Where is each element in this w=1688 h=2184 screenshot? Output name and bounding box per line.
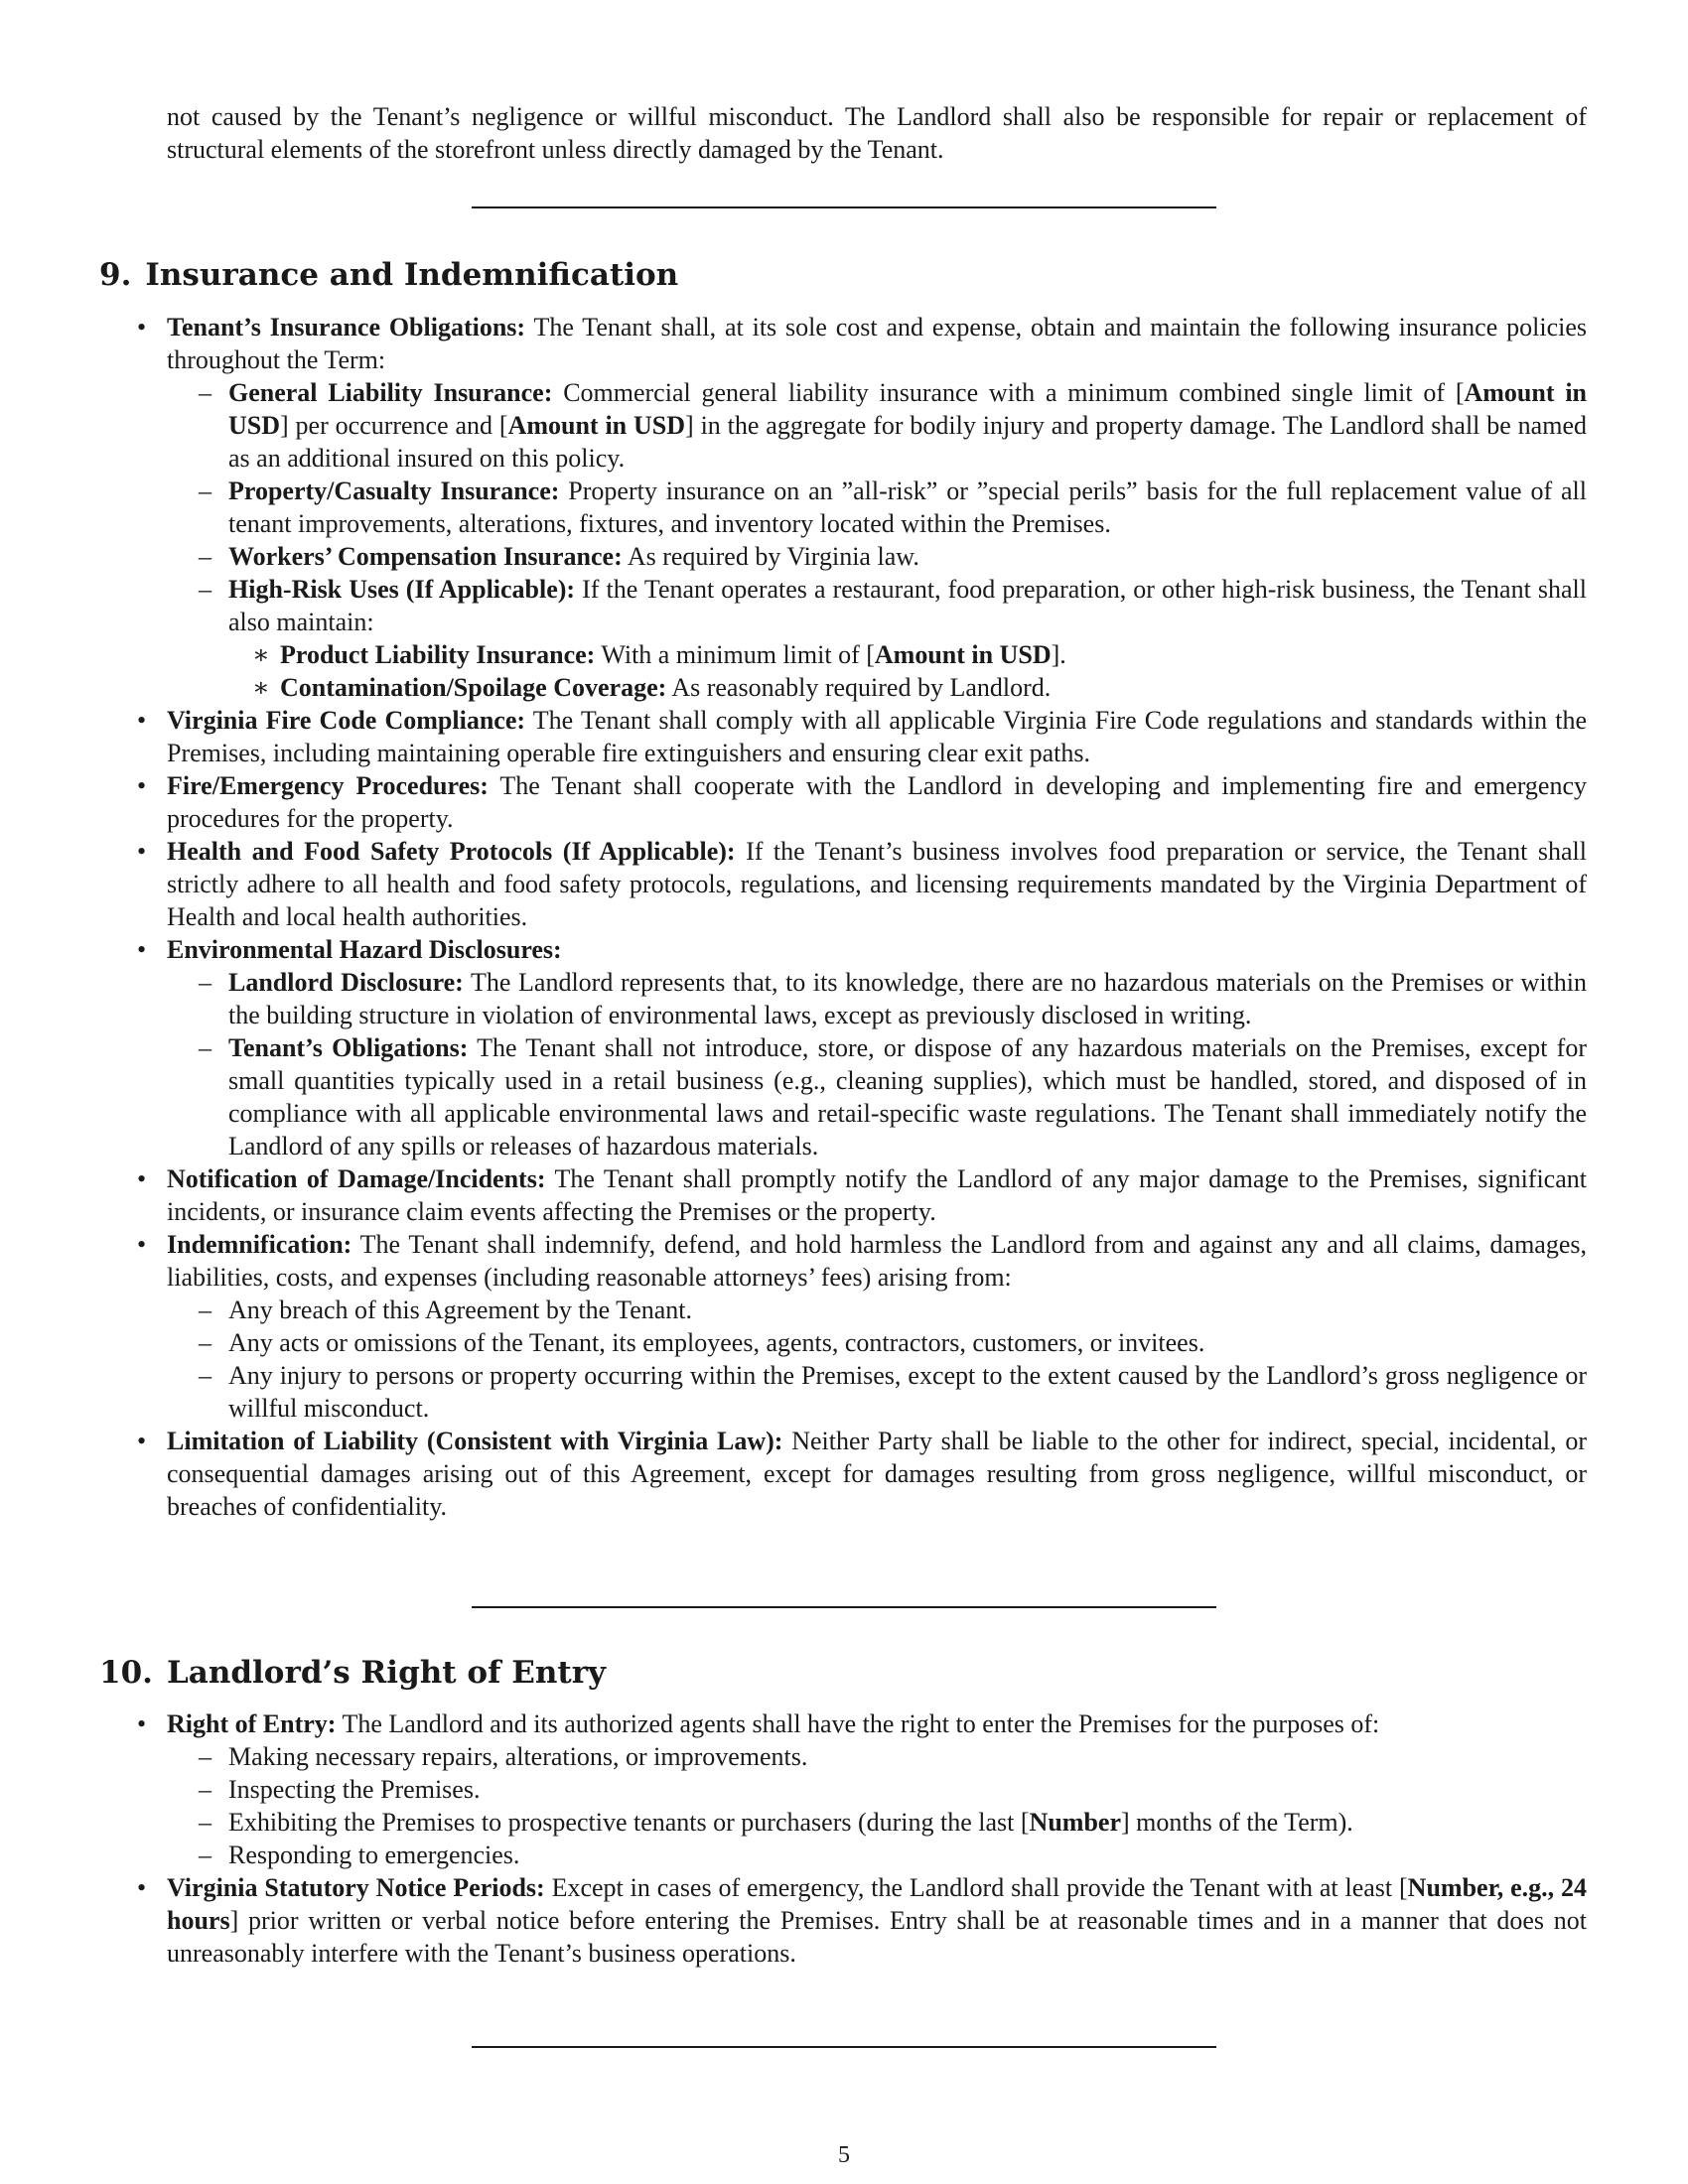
list-item: – Any acts or omissions of the Tenant, its employees, agents, contractors, customers, or invitees.	[228, 1326, 1587, 1359]
item-text: The Landlord represents that, to its knowledge, there are no hazardous materials on the Premises or within the building structure in violation of environmental laws, except as previously disclosed in writing.	[228, 968, 1587, 1029]
item-text: Property insurance on an ”all-risk” or ”special perils” basis for the full replacement value of all tenant improvements, alterations, fixtures, and inventory located within the Premises.	[228, 477, 1587, 538]
item-label: Virginia Fire Code Compliance:	[167, 706, 526, 735]
section-9-list	[167, 311, 1587, 1523]
section-10-list	[167, 1707, 1587, 1970]
item-label: Virginia Statutory Notice Periods:	[167, 1873, 545, 1902]
list-item-property-casualty	[228, 475, 1587, 540]
item-label: High-Risk Uses (If Applicable):	[228, 575, 576, 604]
list-item-product-liability	[280, 638, 1587, 671]
list-item-high-risk	[228, 573, 1587, 704]
section-divider	[472, 2046, 1216, 2048]
list-item-landlord-disclosure	[228, 966, 1587, 1031]
list-item	[228, 1806, 1587, 1839]
list-item-limitation	[167, 1425, 1587, 1523]
item-text: ] months of the Term).	[1120, 1808, 1353, 1837]
item-label: Environmental Hazard Disclosures:	[167, 935, 562, 964]
placeholder-number: Number	[1029, 1808, 1121, 1837]
item-text: The Tenant shall comply with all applicable Virginia Fire Code regulations and standards within the Premises, including maintaining operable fire extinguishers and ensuring clear exit paths.	[167, 706, 1588, 767]
list-item-emergency	[167, 769, 1587, 835]
item-label: Contamination/Spoilage Coverage:	[280, 673, 667, 702]
list-item: – Responding to emergencies.	[228, 1839, 1587, 1871]
intro-paragraph: not caused by the Tenant’s negligence or willful misconduct. The Landlord shall also be responsible for repair or replacement of structural elements of the storefront unless directly damaged by the Tenant.	[167, 102, 1587, 164]
section-9-heading	[99, 255, 678, 295]
section-9-number: 9.	[99, 257, 132, 293]
item-label: Tenant’s Obligations:	[228, 1033, 469, 1062]
list-item: – Any injury to persons or property occurring within the Premises, except to the extent caused by the Landlord’s gross negligence or willful misconduct.	[228, 1359, 1587, 1425]
list-item-contamination	[280, 671, 1587, 704]
list-item: – Any breach of this Agreement by the Tenant.	[228, 1294, 1587, 1326]
insurance-sublist	[228, 376, 1587, 704]
item-label: Landlord Disclosure:	[228, 968, 464, 997]
item-label: Notification of Damage/Incidents:	[167, 1164, 546, 1193]
placeholder-amount: Amount in USD	[874, 640, 1052, 669]
section-10-title: Landlord’s Right of Entry	[166, 1655, 607, 1691]
item-label: Product Liability Insurance:	[280, 640, 596, 669]
item-text: Except in cases of emergency, the Landlord shall provide the Tenant with at least [	[544, 1873, 1408, 1902]
item-text: ] prior written or verbal notice before entering the Premises. Entry shall be at reasonable times and in a manner that does not unreasonably interfere with the Tenant’s business operations.	[167, 1906, 1587, 1968]
item-text: The Tenant shall promptly notify the Landlord of any major damage to the Premises, significant incidents, or insurance claim events affecting the Premises or the property.	[167, 1164, 1587, 1226]
item-label: Health and Food Safety Protocols (If Applicable):	[167, 837, 736, 866]
item-text: The Tenant shall not introduce, store, or dispose of any hazardous materials on the Premises, except for small quantities typically used in a retail business (e.g., cleaning supplies), which must be handled, stored, and disposed of in compliance with all applicable environmental laws and retail-specific waste regulations. The Tenant shall immediately notify the Landlord of any spills or releases of hazardous materials.	[228, 1033, 1587, 1160]
entry-purposes-sublist	[228, 1740, 1587, 1871]
list-item-tenant-obligations	[228, 1031, 1587, 1162]
item-text: Exhibiting the Premises to prospective tenants or purchasers (during the last [	[228, 1808, 1030, 1837]
section-divider	[472, 206, 1216, 208]
item-label: Property/Casualty Insurance:	[228, 477, 560, 505]
placeholder-number: Number, e.g., 24 hours	[167, 1873, 1588, 1935]
list-item-insurance	[167, 311, 1587, 704]
list-item-workers-comp	[228, 540, 1587, 573]
list-item: – Inspecting the Premises.	[228, 1773, 1587, 1806]
item-label: General Liability Insurance:	[228, 378, 553, 407]
list-item-general-liability	[228, 376, 1587, 475]
item-text: Neither Party shall be liable to the other for indirect, special, incidental, or consequential damages arising out of this Agreement, except for damages resulting from gross negligence, willful misconduct, or breaches of confidentiality.	[167, 1427, 1587, 1521]
item-text: ].	[1051, 640, 1066, 669]
item-label: Limitation of Liability (Consistent with Virginia Law):	[167, 1427, 783, 1455]
item-text: The Landlord and its authorized agents shall have the right to enter the Premises for the purposes of:	[336, 1709, 1380, 1738]
section-9-body	[167, 311, 1587, 1523]
list-item: – Making necessary repairs, alterations, or improvements.	[228, 1740, 1587, 1773]
item-text: With a minimum limit of [	[595, 640, 875, 669]
item-label: Right of Entry:	[167, 1709, 337, 1738]
item-text: ] per occurrence and [	[280, 411, 508, 440]
list-item-fire-code	[167, 704, 1587, 769]
list-item-indemnification	[167, 1228, 1587, 1425]
item-label: Indemnification:	[167, 1230, 352, 1259]
section-divider	[472, 1606, 1216, 1608]
placeholder-amount: Amount in USD	[507, 411, 686, 440]
item-text: ] in the aggregate for bodily injury and property damage. The Landlord shall be named as an additional insured on this policy.	[228, 411, 1587, 473]
item-text: The Tenant shall indemnify, defend, and hold harmless the Landlord from and against any and all claims, damages, liabilities, costs, and expenses (including reasonable attorneys’ fees) arising from:	[167, 1230, 1587, 1292]
list-item-notice-periods	[167, 1871, 1587, 1970]
item-text: Commercial general liability insurance with a minimum combined single limit of [	[552, 378, 1465, 407]
item-label: Fire/Emergency Procedures:	[167, 771, 489, 800]
section-9-title: Insurance and Indemnification	[145, 257, 679, 293]
item-text: The Tenant shall cooperate with the Landlord in developing and implementing fire and emergency procedures for the property.	[167, 771, 1588, 833]
item-text: If the Tenant’s business involves food preparation or service, the Tenant shall strictly adhere to all health and food safety protocols, regulations, and licensing requirements mandated by the Virginia Department of Health and local health authorities.	[167, 837, 1588, 931]
high-risk-sublist	[280, 638, 1587, 704]
environmental-sublist	[228, 966, 1587, 1162]
item-text: The Tenant shall, at its sole cost and expense, obtain and maintain the following insurance policies throughout the Term:	[167, 313, 1587, 374]
item-label: Tenant’s Insurance Obligations:	[167, 313, 526, 341]
section-10-body	[167, 1707, 1587, 1970]
indemnification-sublist	[228, 1294, 1587, 1425]
page-number: 5	[838, 2142, 850, 2168]
section-10-heading	[99, 1653, 606, 1693]
list-item-health-safety	[167, 835, 1587, 933]
item-text: If the Tenant operates a restaurant, food preparation, or other high-risk business, the Tenant shall also maintain:	[228, 575, 1587, 636]
placeholder-amount: Amount in USD	[228, 378, 1587, 440]
item-label: Workers’ Compensation Insurance:	[228, 542, 623, 571]
list-item-right-of-entry	[167, 1707, 1587, 1871]
item-text: As reasonably required by Landlord.	[666, 673, 1052, 702]
list-item-notification	[167, 1162, 1587, 1228]
section-10-number: 10.	[99, 1655, 153, 1691]
item-text: As required by Virginia law.	[622, 542, 919, 571]
list-item-environmental	[167, 933, 1587, 1162]
